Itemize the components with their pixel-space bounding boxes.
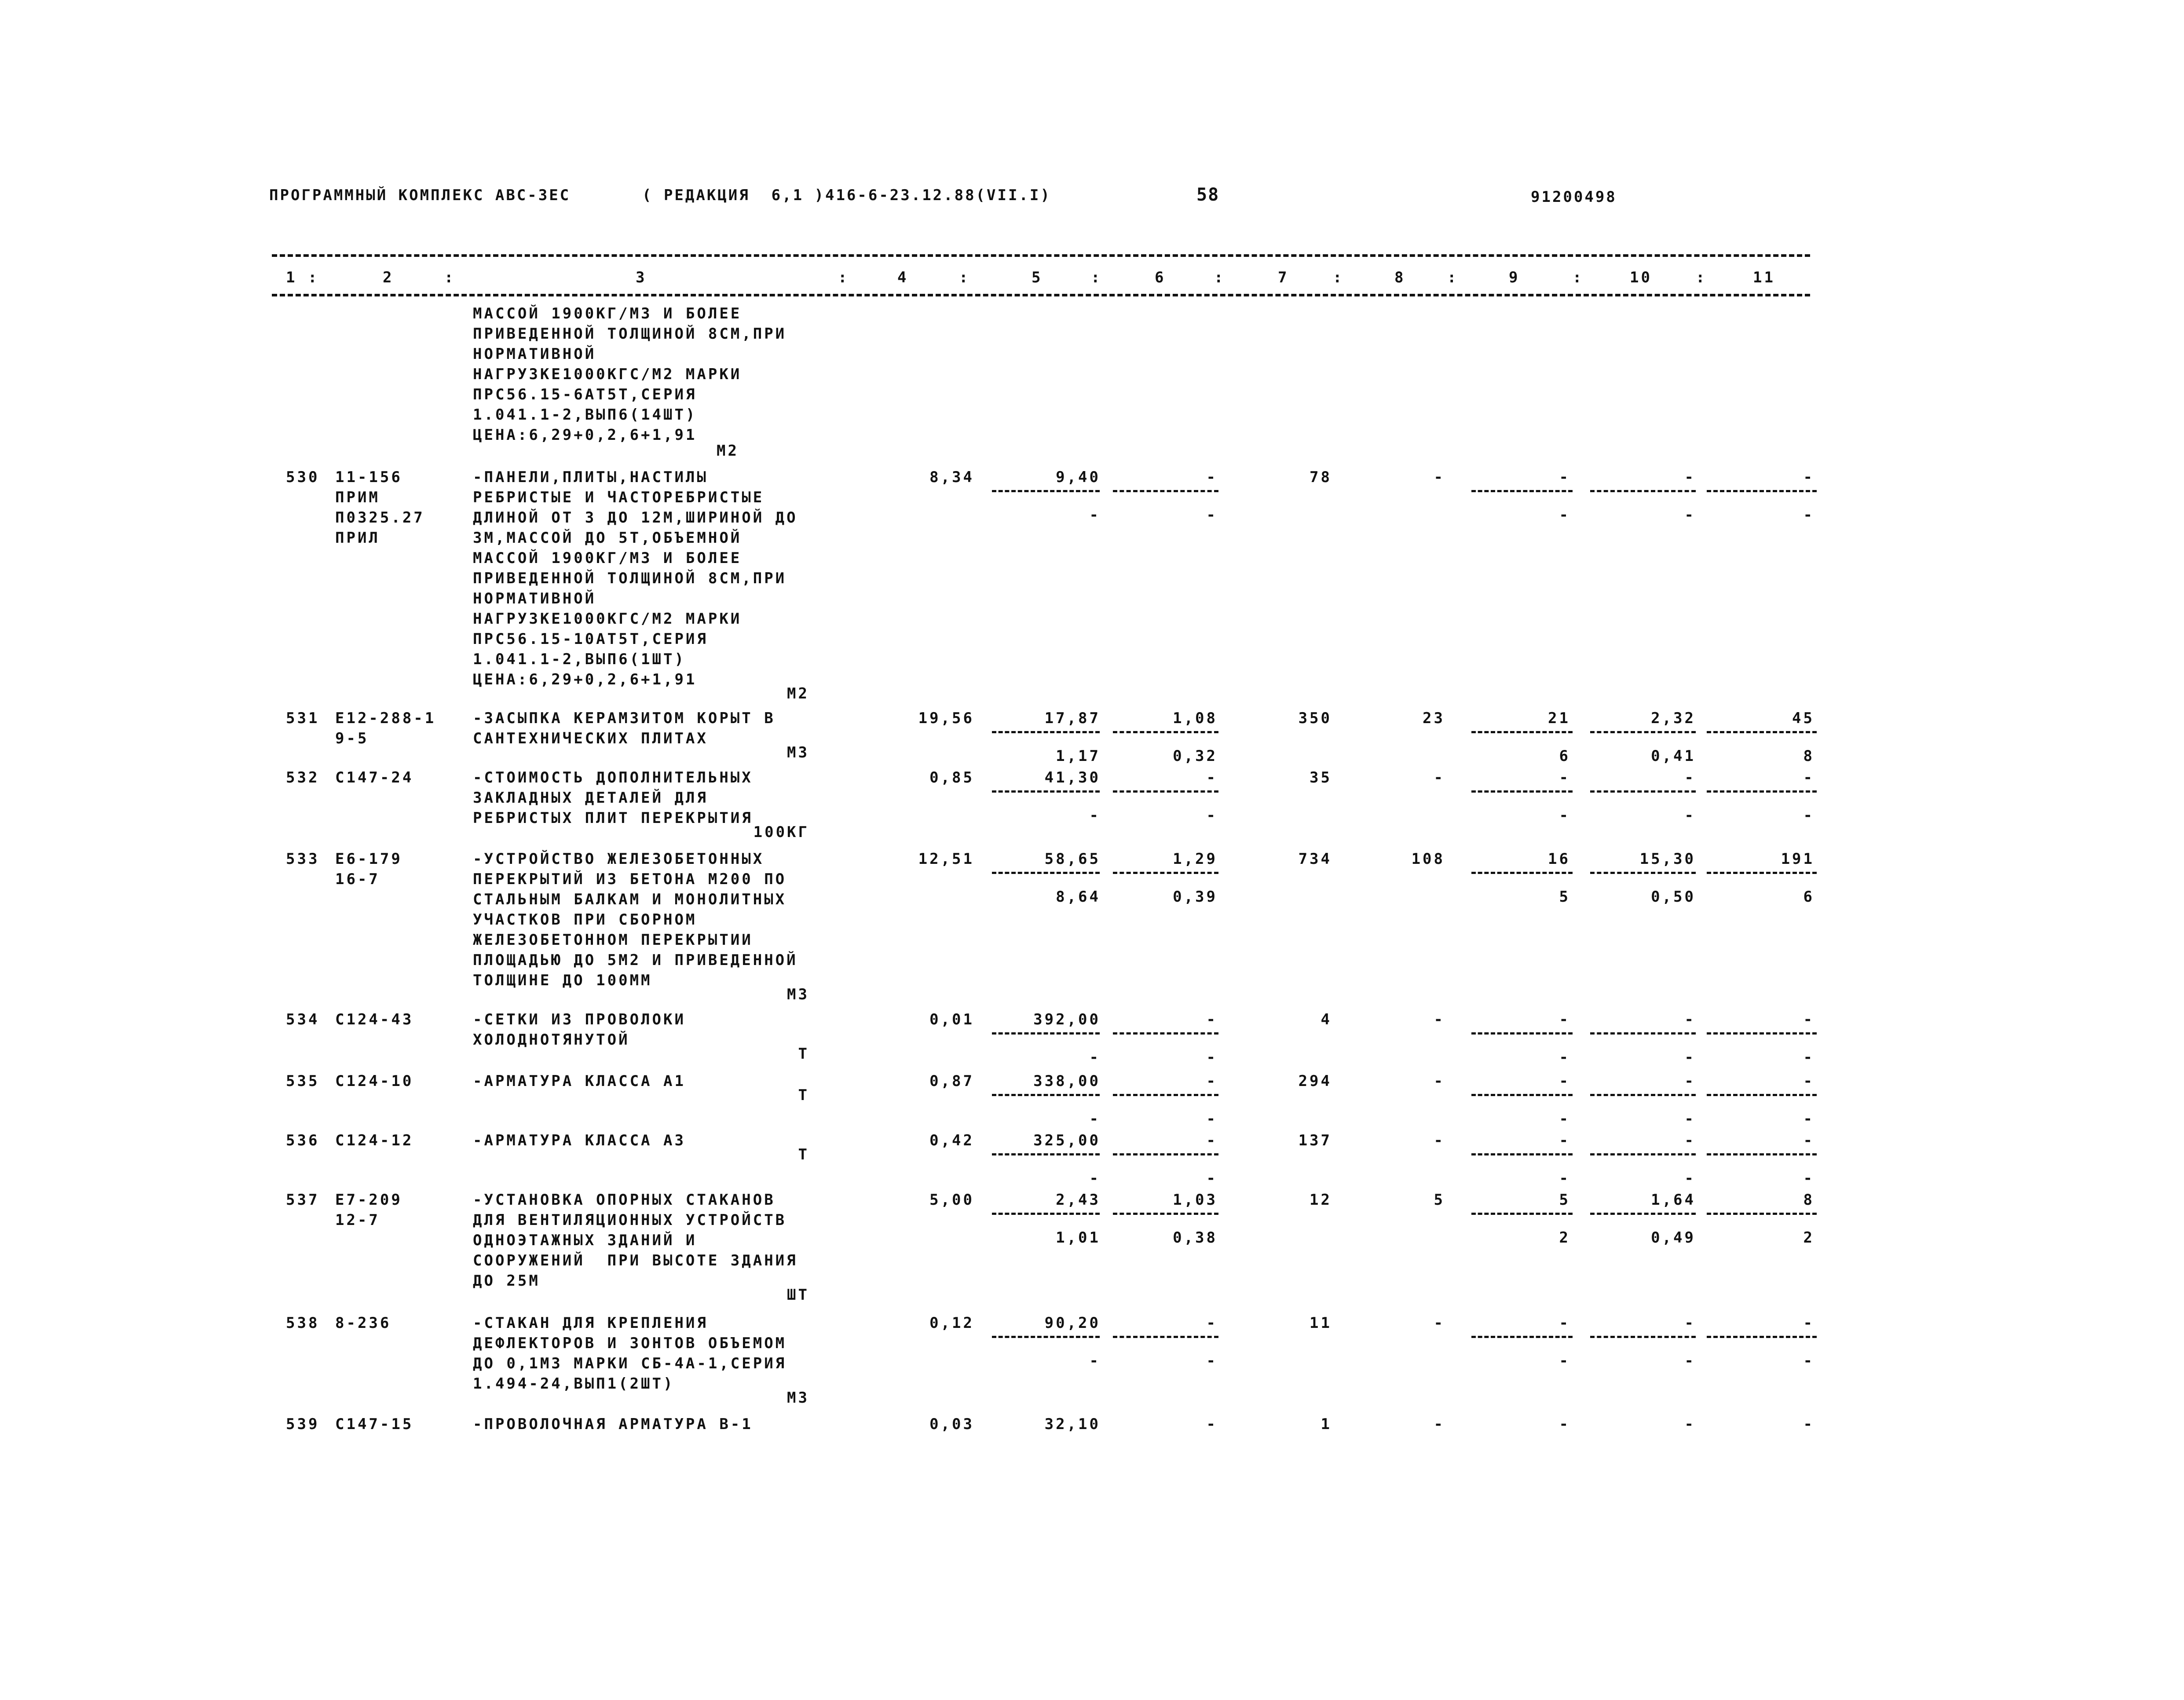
row-c6-bottom: - (1206, 1110, 1218, 1128)
row-number: 536 (286, 1132, 320, 1149)
row-subtotal-rule (1707, 1213, 1817, 1215)
row-c11-top: - (1803, 769, 1815, 786)
header-rule-top (272, 254, 1810, 257)
row-description: ПЕРЕКРЫТИЙ ИЗ БЕТОНА М200 ПО (473, 870, 787, 888)
column-separator: : (1447, 269, 1459, 286)
row-c5-bottom: - (1089, 1110, 1101, 1128)
row-col4-quantity: 12,51 (918, 850, 974, 868)
column-separator: : (959, 269, 970, 286)
row-c11-bottom: - (1803, 1170, 1815, 1187)
row-c11-bottom: - (1803, 1352, 1815, 1370)
row-description: ДО 0,1М3 МАРКИ СБ-4А-1,СЕРИЯ (473, 1355, 787, 1372)
row-description: ТОЛЩИНЕ ДО 100ММ (473, 972, 652, 989)
row-c6-top: - (1206, 1415, 1218, 1433)
row-c6-top: - (1206, 1132, 1218, 1149)
row-col4-quantity: 0,42 (929, 1132, 974, 1149)
row-c9-top: 16 (1548, 850, 1570, 868)
row-number: 538 (286, 1314, 320, 1332)
row-c6-bottom: 0,39 (1173, 888, 1218, 906)
row-col7-value: 1 (1321, 1415, 1332, 1433)
row-c6-bottom: 0,38 (1173, 1229, 1218, 1247)
row-c10-bottom: 0,41 (1651, 747, 1696, 765)
row-subtotal-rule (1590, 790, 1696, 793)
row-col4-quantity: 0,87 (929, 1072, 974, 1090)
row-code: 8-236 (335, 1314, 391, 1332)
row-description: РЕБРИСТЫХ ПЛИТ ПЕРЕКРЫТИЯ (473, 809, 753, 827)
column-header-4: 4 (897, 269, 909, 286)
row-code: П0325.27 (335, 509, 425, 526)
column-separator: : (1573, 269, 1584, 286)
column-header-3: 3 (636, 269, 647, 286)
row-col8-value: - (1434, 1011, 1445, 1028)
row-c11-top: 191 (1781, 850, 1815, 868)
row-subtotal-rule (992, 1032, 1100, 1035)
row-subtotal-rule (1707, 731, 1817, 733)
edition-info: ( РЕДАКЦИЯ 6,1 )416-6-23.12.88(VII.I) (642, 186, 1051, 204)
row-c9-bottom: - (1559, 1170, 1570, 1187)
row-subtotal-rule (1590, 1336, 1696, 1338)
row-c5-bottom: - (1089, 807, 1101, 824)
row-c5-top: 58,65 (1044, 850, 1101, 868)
row-col8-value: 108 (1411, 850, 1445, 868)
column-header-7: 7 (1278, 269, 1289, 286)
intro-text-line: НОРМАТИВНОЙ (473, 345, 596, 363)
row-c10-bottom: - (1684, 1352, 1696, 1370)
row-description: СООРУЖЕНИЙ ПРИ ВЫСОТЕ ЗДАНИЯ (473, 1252, 798, 1269)
row-col8-value: - (1434, 769, 1445, 786)
row-subtotal-rule (1707, 790, 1817, 793)
row-col8-value: - (1434, 1132, 1445, 1149)
row-code: С124-43 (335, 1011, 414, 1028)
intro-text-line: ПРС56.15-6АТ5Т,СЕРИЯ (473, 386, 697, 403)
row-c10-top: 1,64 (1651, 1191, 1696, 1209)
intro-text-line: МАССОЙ 1900КГ/М3 И БОЛЕЕ (473, 305, 742, 322)
row-subtotal-rule (1707, 872, 1817, 874)
row-description: -СТАКАН ДЛЯ КРЕПЛЕНИЯ (473, 1314, 708, 1332)
row-c10-top: 2,32 (1651, 709, 1696, 727)
row-description: РЕБРИСТЫЕ И ЧАСТОРЕБРИСТЫЕ (473, 489, 765, 506)
row-subtotal-rule (1590, 1032, 1696, 1035)
row-c11-top: - (1803, 1415, 1815, 1433)
row-description: 3М,МАССОЙ ДО 5Т,ОБЪЕМНОЙ (473, 529, 742, 547)
row-description: -УСТРОЙСТВО ЖЕЛЕЗОБЕТОННЫХ (473, 850, 765, 868)
row-c11-bottom: - (1803, 1110, 1815, 1128)
row-subtotal-rule (1113, 1153, 1218, 1155)
row-c10-top: - (1684, 468, 1696, 486)
row-col7-value: 11 (1310, 1314, 1332, 1332)
row-c5-top: 325,00 (1033, 1132, 1101, 1149)
row-description: НАГРУЗКЕ1000КГС/М2 МАРКИ (473, 610, 742, 628)
page-number: 58 (1196, 185, 1220, 205)
row-c5-bottom: - (1089, 1049, 1101, 1066)
row-col8-value: 5 (1434, 1191, 1445, 1209)
row-description: УЧАСТКОВ ПРИ СБОРНОМ (473, 911, 697, 929)
row-subtotal-rule (1471, 872, 1573, 874)
row-unit: М3 (787, 1389, 809, 1407)
row-code: 11-156 (335, 468, 402, 486)
row-subtotal-rule (1471, 1153, 1573, 1155)
row-c11-top: 8 (1803, 1191, 1815, 1209)
row-description: ЗАКЛАДНЫХ ДЕТАЛЕЙ ДЛЯ (473, 789, 708, 807)
row-col4-quantity: 0,01 (929, 1011, 974, 1028)
row-code: Е7-209 (335, 1191, 402, 1209)
column-header-11: 11 (1753, 269, 1775, 286)
row-number: 539 (286, 1415, 320, 1433)
row-c6-top: 1,03 (1173, 1191, 1218, 1209)
row-subtotal-rule (1590, 731, 1696, 733)
row-c11-bottom: 2 (1803, 1229, 1815, 1247)
row-subtotal-rule (1113, 490, 1218, 492)
column-separator: : (1091, 269, 1102, 286)
row-subtotal-rule (1471, 1213, 1573, 1215)
row-number: 537 (286, 1191, 320, 1209)
row-description: МАССОЙ 1900КГ/М3 И БОЛЕЕ (473, 549, 742, 567)
row-c11-top: 45 (1792, 709, 1815, 727)
row-col8-value: - (1434, 1415, 1445, 1433)
row-c9-top: 21 (1548, 709, 1570, 727)
row-c11-top: - (1803, 1011, 1815, 1028)
row-c10-bottom: 0,50 (1651, 888, 1696, 906)
row-subtotal-rule (1707, 490, 1817, 492)
row-c5-top: 9,40 (1056, 468, 1101, 486)
row-subtotal-rule (1471, 731, 1573, 733)
row-description: -ПРОВОЛОЧНАЯ АРМАТУРА В-1 (473, 1415, 753, 1433)
row-code: ПРИЛ (335, 529, 380, 547)
row-subtotal-rule (992, 1213, 1100, 1215)
row-description: -СЕТКИ ИЗ ПРОВОЛОКИ (473, 1011, 686, 1028)
row-description: ЖЕЛЕЗОБЕТОННОМ ПЕРЕКРЫТИИ (473, 931, 753, 949)
row-c11-top: - (1803, 468, 1815, 486)
row-unit: М3 (787, 986, 809, 1003)
row-subtotal-rule (1707, 1032, 1817, 1035)
row-description: -ЗАСЫПКА КЕРАМЗИТОМ КОРЫТ В (473, 709, 776, 727)
row-c6-top: 1,08 (1173, 709, 1218, 727)
row-subtotal-rule (1471, 1094, 1573, 1096)
row-c11-top: - (1803, 1072, 1815, 1090)
row-col7-value: 12 (1310, 1191, 1332, 1209)
row-col4-quantity: 5,00 (929, 1191, 974, 1209)
header-rule-bottom (272, 294, 1810, 296)
row-description: -АРМАТУРА КЛАССА А3 (473, 1132, 686, 1149)
row-c5-bottom: 1,01 (1056, 1229, 1101, 1247)
row-subtotal-rule (1113, 1336, 1218, 1338)
row-description: ОДНОЭТАЖНЫХ ЗДАНИЙ И (473, 1232, 697, 1249)
row-col8-value: - (1434, 468, 1445, 486)
row-col8-value: - (1434, 1072, 1445, 1090)
row-description: ДЛИНОЙ ОТ 3 ДО 12М,ШИРИНОЙ ДО (473, 509, 798, 526)
row-c9-bottom: 2 (1559, 1229, 1570, 1247)
column-separator: : (308, 269, 319, 286)
row-c6-bottom: - (1206, 1049, 1218, 1066)
row-col7-value: 78 (1310, 468, 1332, 486)
intro-unit: М2 (717, 442, 739, 460)
row-number: 531 (286, 709, 320, 727)
row-subtotal-rule (1707, 1153, 1817, 1155)
row-code: 12-7 (335, 1211, 380, 1229)
row-subtotal-rule (1590, 1213, 1696, 1215)
row-number: 533 (286, 850, 320, 868)
row-c9-top: - (1559, 1132, 1570, 1149)
row-subtotal-rule (992, 872, 1100, 874)
row-c9-top: - (1559, 1415, 1570, 1433)
row-c11-top: - (1803, 1314, 1815, 1332)
row-description: САНТЕХНИЧЕСКИХ ПЛИТАХ (473, 730, 708, 747)
row-number: 535 (286, 1072, 320, 1090)
row-c9-bottom: - (1559, 1049, 1570, 1066)
row-code: 9-5 (335, 730, 369, 747)
column-separator: : (444, 269, 456, 286)
row-subtotal-rule (1471, 490, 1573, 492)
row-c10-top: - (1684, 1132, 1696, 1149)
row-unit: 100КГ (753, 823, 809, 841)
row-c10-bottom: - (1684, 506, 1696, 524)
row-c9-top: - (1559, 1011, 1570, 1028)
row-c5-bottom: 8,64 (1056, 888, 1101, 906)
row-c10-bottom: - (1684, 1049, 1696, 1066)
row-c9-bottom: - (1559, 1352, 1570, 1370)
row-col7-value: 350 (1298, 709, 1332, 727)
row-description: ХОЛОДНОТЯНУТОЙ (473, 1031, 630, 1049)
row-c9-bottom: - (1559, 506, 1570, 524)
column-header-10: 10 (1630, 269, 1652, 286)
row-c6-top: - (1206, 1314, 1218, 1332)
row-c6-bottom: - (1206, 1352, 1218, 1370)
row-c9-top: - (1559, 1072, 1570, 1090)
row-subtotal-rule (992, 731, 1100, 733)
row-c6-bottom: - (1206, 1170, 1218, 1187)
column-header-1: 1 (286, 269, 297, 286)
row-col4-quantity: 0,03 (929, 1415, 974, 1433)
row-code: 16-7 (335, 870, 380, 888)
row-c9-bottom: - (1559, 807, 1570, 824)
row-c11-bottom: - (1803, 1049, 1815, 1066)
row-subtotal-rule (1590, 490, 1696, 492)
row-c10-top: - (1684, 1011, 1696, 1028)
row-description: 1.494-24,ВЫП1(2ШТ) (473, 1375, 675, 1393)
row-c5-bottom: - (1089, 1170, 1101, 1187)
row-c6-bottom: - (1206, 506, 1218, 524)
row-col8-value: 23 (1423, 709, 1445, 727)
row-c5-top: 41,30 (1044, 769, 1101, 786)
row-c9-bottom: 5 (1559, 888, 1570, 906)
row-code: ПРИМ (335, 489, 380, 506)
row-subtotal-rule (1707, 1094, 1817, 1096)
row-col7-value: 734 (1298, 850, 1332, 868)
row-c11-bottom: - (1803, 807, 1815, 824)
program-title: ПРОГРАММНЫЙ КОМПЛЕКС АВС-3ЕС (269, 186, 571, 204)
row-c10-top: - (1684, 1072, 1696, 1090)
intro-text-line: НАГРУЗКЕ1000КГС/М2 МАРКИ (473, 366, 742, 383)
row-col4-quantity: 19,56 (918, 709, 974, 727)
row-subtotal-rule (992, 1094, 1100, 1096)
column-separator: : (838, 269, 849, 286)
row-unit: ШТ (787, 1286, 809, 1304)
row-c9-top: - (1559, 468, 1570, 486)
row-c9-bottom: 6 (1559, 747, 1570, 765)
column-header-6: 6 (1155, 269, 1166, 286)
row-subtotal-rule (992, 490, 1100, 492)
row-c10-top: - (1684, 769, 1696, 786)
row-subtotal-rule (1113, 872, 1218, 874)
row-code: С124-10 (335, 1072, 414, 1090)
row-c5-bottom: - (1089, 506, 1101, 524)
column-header-8: 8 (1394, 269, 1406, 286)
row-col7-value: 294 (1298, 1072, 1332, 1090)
row-code: С147-15 (335, 1415, 414, 1433)
row-subtotal-rule (1113, 1213, 1218, 1215)
row-col4-quantity: 8,34 (929, 468, 974, 486)
row-col8-value: - (1434, 1314, 1445, 1332)
row-c11-bottom: 8 (1803, 747, 1815, 765)
intro-text-line: ПРИВЕДЕННОЙ ТОЛЩИНОЙ 8СМ,ПРИ (473, 325, 787, 343)
row-subtotal-rule (1471, 790, 1573, 793)
intro-text-line: ЦЕНА:6,29+0,2,6+1,91 (473, 426, 697, 444)
row-c6-bottom: - (1206, 807, 1218, 824)
row-c10-bottom: - (1684, 1110, 1696, 1128)
row-code: С147-24 (335, 769, 414, 786)
row-number: 534 (286, 1011, 320, 1028)
row-description: ДО 25М (473, 1272, 540, 1290)
row-subtotal-rule (1590, 1094, 1696, 1096)
row-description: -УСТАНОВКА ОПОРНЫХ СТАКАНОВ (473, 1191, 776, 1209)
column-separator: : (1333, 269, 1344, 286)
row-code: Е12-288-1 (335, 709, 436, 727)
row-c9-top: - (1559, 1314, 1570, 1332)
row-description: ПРИВЕДЕННОЙ ТОЛЩИНОЙ 8СМ,ПРИ (473, 570, 787, 587)
row-c9-top: 5 (1559, 1191, 1570, 1209)
row-description: -СТОИМОСТЬ ДОПОЛНИТЕЛЬНЫХ (473, 769, 753, 786)
row-subtotal-rule (1471, 1336, 1573, 1338)
row-c5-top: 2,43 (1056, 1191, 1101, 1209)
row-subtotal-rule (1113, 1094, 1218, 1096)
row-c9-bottom: - (1559, 1110, 1570, 1128)
row-c5-top: 392,00 (1033, 1011, 1101, 1028)
row-col7-value: 4 (1321, 1011, 1332, 1028)
row-description: -ПАНЕЛИ,ПЛИТЫ,НАСТИЛЫ (473, 468, 708, 486)
row-subtotal-rule (992, 790, 1100, 793)
row-description: 1.041.1-2,ВЫП6(1ШТ) (473, 651, 686, 668)
column-header-5: 5 (1032, 269, 1043, 286)
row-unit: Т (798, 1086, 809, 1104)
row-c10-bottom: - (1684, 807, 1696, 824)
row-c10-top: 15,30 (1639, 850, 1696, 868)
row-subtotal-rule (1113, 790, 1218, 793)
row-subtotal-rule (1707, 1336, 1817, 1338)
row-description: СТАЛЬНЫМ БАЛКАМ И МОНОЛИТНЫХ (473, 891, 787, 908)
document-code: 91200498 (1531, 188, 1617, 206)
row-c5-top: 90,20 (1044, 1314, 1101, 1332)
row-c5-top: 17,87 (1044, 709, 1101, 727)
row-c11-bottom: - (1803, 506, 1815, 524)
row-c6-top: 1,29 (1173, 850, 1218, 868)
row-description: ДЕФЛЕКТОРОВ И ЗОНТОВ ОБЪЕМОМ (473, 1334, 787, 1352)
row-subtotal-rule (1590, 872, 1696, 874)
row-c6-top: - (1206, 468, 1218, 486)
row-c6-top: - (1206, 1011, 1218, 1028)
row-c9-top: - (1559, 769, 1570, 786)
row-subtotal-rule (1471, 1032, 1573, 1035)
row-subtotal-rule (1590, 1153, 1696, 1155)
row-description: -АРМАТУРА КЛАССА А1 (473, 1072, 686, 1090)
column-separator: : (1214, 269, 1226, 286)
row-c5-top: 338,00 (1033, 1072, 1101, 1090)
row-description: ДЛЯ ВЕНТИЛЯЦИОННЫХ УСТРОЙСТВ (473, 1211, 787, 1229)
row-subtotal-rule (1113, 1032, 1218, 1035)
row-unit: Т (798, 1146, 809, 1163)
row-description: ПРС56.15-10АТ5Т,СЕРИЯ (473, 630, 708, 648)
row-col7-value: 137 (1298, 1132, 1332, 1149)
row-c5-bottom: 1,17 (1056, 747, 1101, 765)
row-c11-top: - (1803, 1132, 1815, 1149)
row-c10-top: - (1684, 1415, 1696, 1433)
row-description: ЦЕНА:6,29+0,2,6+1,91 (473, 671, 697, 688)
row-col4-quantity: 0,12 (929, 1314, 974, 1332)
row-unit: Т (798, 1045, 809, 1063)
row-subtotal-rule (992, 1153, 1100, 1155)
row-col7-value: 35 (1310, 769, 1332, 786)
row-description: НОРМАТИВНОЙ (473, 590, 596, 607)
row-c10-bottom: 0,49 (1651, 1229, 1696, 1247)
row-code: С124-12 (335, 1132, 414, 1149)
row-c5-top: 32,10 (1044, 1415, 1101, 1433)
column-header-2: 2 (383, 269, 394, 286)
row-c11-bottom: 6 (1803, 888, 1815, 906)
row-c6-top: - (1206, 769, 1218, 786)
row-c5-bottom: - (1089, 1352, 1101, 1370)
row-code: Е6-179 (335, 850, 402, 868)
row-c10-top: - (1684, 1314, 1696, 1332)
row-subtotal-rule (992, 1336, 1100, 1338)
row-subtotal-rule (1113, 731, 1218, 733)
row-c6-top: - (1206, 1072, 1218, 1090)
row-c6-bottom: 0,32 (1173, 747, 1218, 765)
row-number: 530 (286, 468, 320, 486)
column-header-9: 9 (1509, 269, 1520, 286)
row-unit: М3 (787, 744, 809, 761)
column-separator: : (1696, 269, 1707, 286)
row-col4-quantity: 0,85 (929, 769, 974, 786)
row-number: 532 (286, 769, 320, 786)
intro-text-line: 1.041.1-2,ВЫП6(14ШТ) (473, 406, 697, 424)
row-c10-bottom: - (1684, 1170, 1696, 1187)
row-description: ПЛОЩАДЬЮ ДО 5М2 И ПРИВЕДЕННОЙ (473, 951, 798, 969)
row-unit: М2 (787, 685, 809, 702)
